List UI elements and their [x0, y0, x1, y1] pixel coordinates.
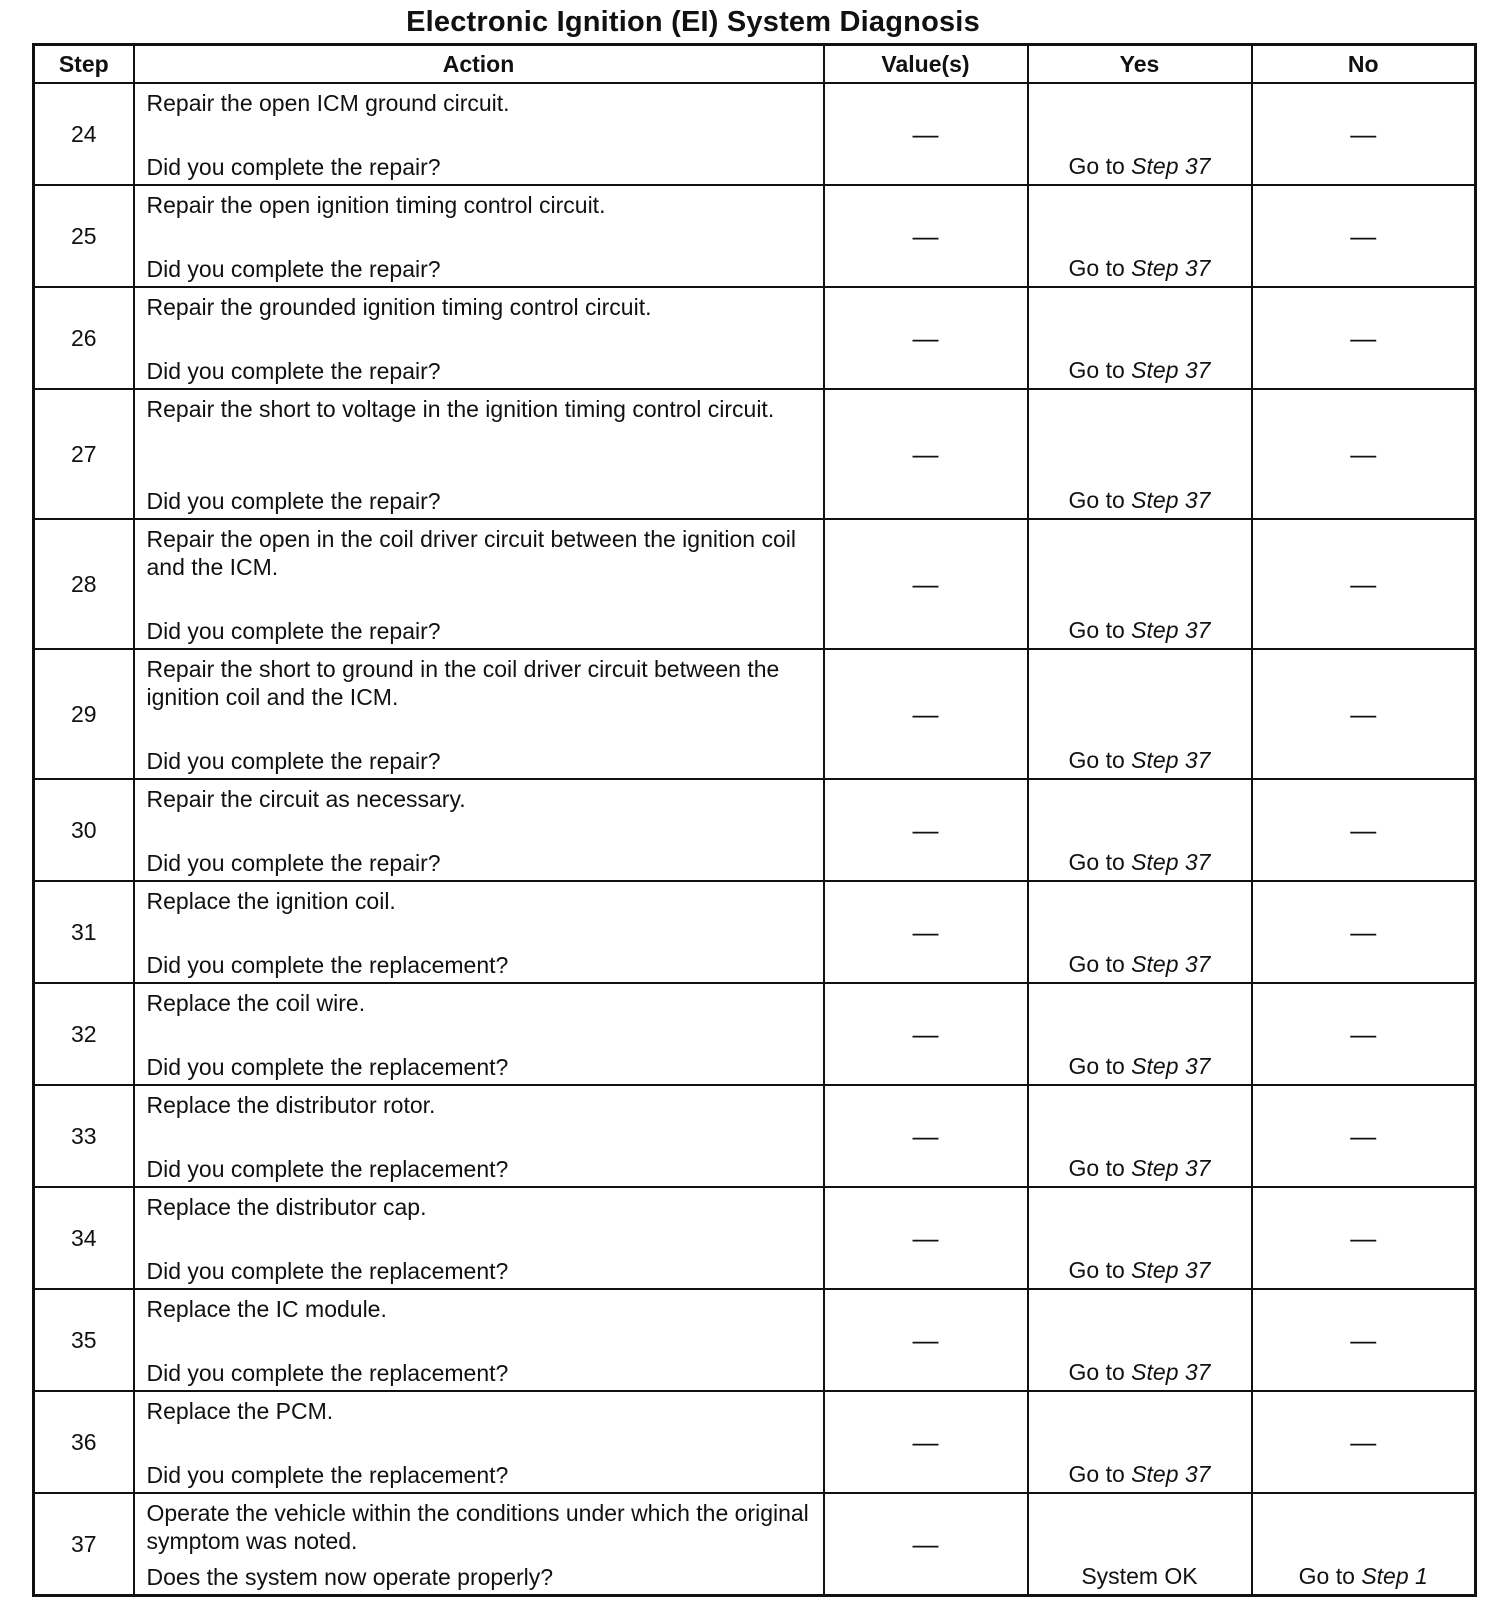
action-description: Replace the PCM.	[146, 1398, 334, 1424]
action-cell	[134, 779, 824, 881]
action-cell	[134, 389, 824, 519]
value-cell: —	[824, 83, 1028, 185]
yes-prefix: Go to	[1068, 849, 1125, 875]
no-cell: —	[1252, 881, 1476, 983]
no-cell: —	[1252, 83, 1476, 185]
action-question: Did you complete the repair?	[146, 154, 441, 180]
yes-cell	[1028, 881, 1252, 983]
action-description: Repair the open ICM ground circuit.	[146, 90, 510, 116]
yes-step-ref: Step 37	[1131, 153, 1211, 179]
yes-prefix: Go to	[1068, 1053, 1125, 1079]
value-cell: —	[824, 287, 1028, 389]
table-row	[34, 1085, 1476, 1187]
action-description: Repair the open in the coil driver circuit between the ignition coil and the ICM.	[146, 526, 796, 580]
action-question: Did you complete the replacement?	[146, 1054, 509, 1080]
action-description: Replace the distributor cap.	[146, 1194, 427, 1220]
step-number: 30	[34, 779, 134, 881]
action-question: Did you complete the repair?	[146, 488, 441, 514]
table-row	[34, 881, 1476, 983]
yes-cell	[1028, 185, 1252, 287]
table-row	[34, 779, 1476, 881]
value-cell: —	[824, 185, 1028, 287]
table-row	[34, 287, 1476, 389]
no-prefix: Go to	[1298, 1563, 1355, 1589]
value-cell: —	[824, 649, 1028, 779]
action-question: Did you complete the repair?	[146, 850, 441, 876]
action-question: Did you complete the replacement?	[146, 1360, 509, 1386]
action-description: Replace the distributor rotor.	[146, 1092, 436, 1118]
no-step-ref: Step 1	[1361, 1563, 1428, 1589]
action-cell	[134, 1085, 824, 1187]
header-yes: Yes	[1028, 45, 1252, 84]
step-number: 24	[34, 83, 134, 185]
value-cell: —	[824, 1493, 1028, 1596]
no-cell: —	[1252, 287, 1476, 389]
yes-step-ref: Step 37	[1131, 951, 1211, 977]
action-description: Replace the IC module.	[146, 1296, 387, 1322]
yes-cell	[1028, 1085, 1252, 1187]
action-cell	[134, 83, 824, 185]
action-cell	[134, 1187, 824, 1289]
action-cell	[134, 1493, 824, 1596]
table-row	[34, 389, 1476, 519]
value-cell: —	[824, 983, 1028, 1085]
yes-prefix: Go to	[1068, 617, 1125, 643]
yes-prefix: Go to	[1068, 357, 1125, 383]
action-description: Operate the vehicle within the conditions under which the original symptom was noted.	[146, 1500, 809, 1554]
yes-cell	[1028, 287, 1252, 389]
action-question: Did you complete the replacement?	[146, 952, 509, 978]
action-question: Did you complete the replacement?	[146, 1462, 509, 1488]
yes-cell	[1028, 1187, 1252, 1289]
value-cell: —	[824, 1085, 1028, 1187]
yes-step-ref: Step 37	[1131, 849, 1211, 875]
value-cell: —	[824, 1391, 1028, 1493]
action-description: Replace the ignition coil.	[146, 888, 396, 914]
no-cell: —	[1252, 389, 1476, 519]
yes-step-ref: Step 37	[1131, 255, 1211, 281]
step-number: 25	[34, 185, 134, 287]
no-cell: —	[1252, 1391, 1476, 1493]
action-cell	[134, 983, 824, 1085]
yes-step-ref: Step 37	[1131, 1359, 1211, 1385]
value-cell: —	[824, 881, 1028, 983]
action-cell	[134, 185, 824, 287]
step-number: 27	[34, 389, 134, 519]
action-question: Did you complete the replacement?	[146, 1156, 509, 1182]
yes-prefix: Go to	[1068, 1257, 1125, 1283]
yes-prefix: Go to	[1068, 255, 1125, 281]
yes-cell	[1028, 1391, 1252, 1493]
action-question: Did you complete the repair?	[146, 358, 441, 384]
diagnosis-table	[32, 43, 1477, 1597]
action-question: Did you complete the repair?	[146, 256, 441, 282]
step-number: 26	[34, 287, 134, 389]
table-row	[34, 185, 1476, 287]
yes-cell	[1028, 983, 1252, 1085]
value-cell: —	[824, 1289, 1028, 1391]
step-number: 37	[34, 1493, 134, 1596]
step-number: 35	[34, 1289, 134, 1391]
no-cell: —	[1252, 185, 1476, 287]
action-description: Repair the short to voltage in the ignition timing control circuit.	[146, 396, 775, 422]
yes-cell	[1028, 1289, 1252, 1391]
yes-step-ref: Step 37	[1131, 1053, 1211, 1079]
step-number: 34	[34, 1187, 134, 1289]
table-row	[34, 649, 1476, 779]
no-cell: —	[1252, 649, 1476, 779]
step-number: 32	[34, 983, 134, 1085]
action-question: Did you complete the repair?	[146, 618, 441, 644]
yes-step-ref: Step 37	[1131, 1155, 1211, 1181]
header-no: No	[1252, 45, 1476, 84]
value-cell: —	[824, 779, 1028, 881]
page-title: Electronic Ignition (EI) System Diagnosis	[406, 6, 980, 38]
yes-step-ref: Step 37	[1131, 487, 1211, 513]
action-question: Did you complete the repair?	[146, 748, 441, 774]
header-action: Action	[134, 45, 824, 84]
table-row	[34, 983, 1476, 1085]
yes-prefix: Go to	[1068, 1359, 1125, 1385]
action-description: Replace the coil wire.	[146, 990, 366, 1016]
yes-cell: System OK	[1028, 1493, 1252, 1596]
table-row	[34, 1493, 1476, 1596]
step-number: 33	[34, 1085, 134, 1187]
no-cell: —	[1252, 1085, 1476, 1187]
action-cell	[134, 1289, 824, 1391]
header-values: Value(s)	[824, 45, 1028, 84]
no-cell: —	[1252, 1187, 1476, 1289]
value-cell: —	[824, 519, 1028, 649]
no-cell: —	[1252, 1289, 1476, 1391]
yes-cell	[1028, 519, 1252, 649]
table-row	[34, 1187, 1476, 1289]
action-description: Repair the open ignition timing control circuit.	[146, 192, 606, 218]
yes-step-ref: Step 37	[1131, 1257, 1211, 1283]
yes-prefix: Go to	[1068, 747, 1125, 773]
no-cell: —	[1252, 779, 1476, 881]
step-number: 28	[34, 519, 134, 649]
yes-prefix: Go to	[1068, 153, 1125, 179]
yes-prefix: Go to	[1068, 1155, 1125, 1181]
yes-prefix: Go to	[1068, 487, 1125, 513]
yes-step-ref: Step 37	[1131, 1461, 1211, 1487]
table-row	[34, 1391, 1476, 1493]
yes-step-ref: Step 37	[1131, 747, 1211, 773]
action-question: Did you complete the replacement?	[146, 1258, 509, 1284]
table-row	[34, 519, 1476, 649]
no-cell: —	[1252, 983, 1476, 1085]
action-cell	[134, 881, 824, 983]
yes-step-ref: Step 37	[1131, 617, 1211, 643]
yes-cell	[1028, 649, 1252, 779]
table-header-row	[34, 45, 1476, 84]
value-cell: —	[824, 1187, 1028, 1289]
step-number: 31	[34, 881, 134, 983]
action-cell	[134, 519, 824, 649]
yes-step-ref: Step 37	[1131, 357, 1211, 383]
header-step: Step	[34, 45, 134, 84]
action-description: Repair the circuit as necessary.	[146, 786, 466, 812]
yes-cell	[1028, 779, 1252, 881]
action-cell	[134, 1391, 824, 1493]
action-cell	[134, 287, 824, 389]
step-number: 36	[34, 1391, 134, 1493]
no-cell	[1252, 1493, 1476, 1596]
table-row	[34, 1289, 1476, 1391]
value-cell: —	[824, 389, 1028, 519]
yes-cell	[1028, 389, 1252, 519]
yes-prefix: Go to	[1068, 951, 1125, 977]
action-description: Repair the grounded ignition timing control circuit.	[146, 294, 652, 320]
step-number: 29	[34, 649, 134, 779]
no-cell: —	[1252, 519, 1476, 649]
action-description: Repair the short to ground in the coil driver circuit between the ignition coil and the ICM.	[146, 656, 780, 710]
action-question: Does the system now operate properly?	[146, 1564, 554, 1590]
yes-cell	[1028, 83, 1252, 185]
yes-prefix: Go to	[1068, 1461, 1125, 1487]
table-row	[34, 83, 1476, 185]
action-cell	[134, 649, 824, 779]
